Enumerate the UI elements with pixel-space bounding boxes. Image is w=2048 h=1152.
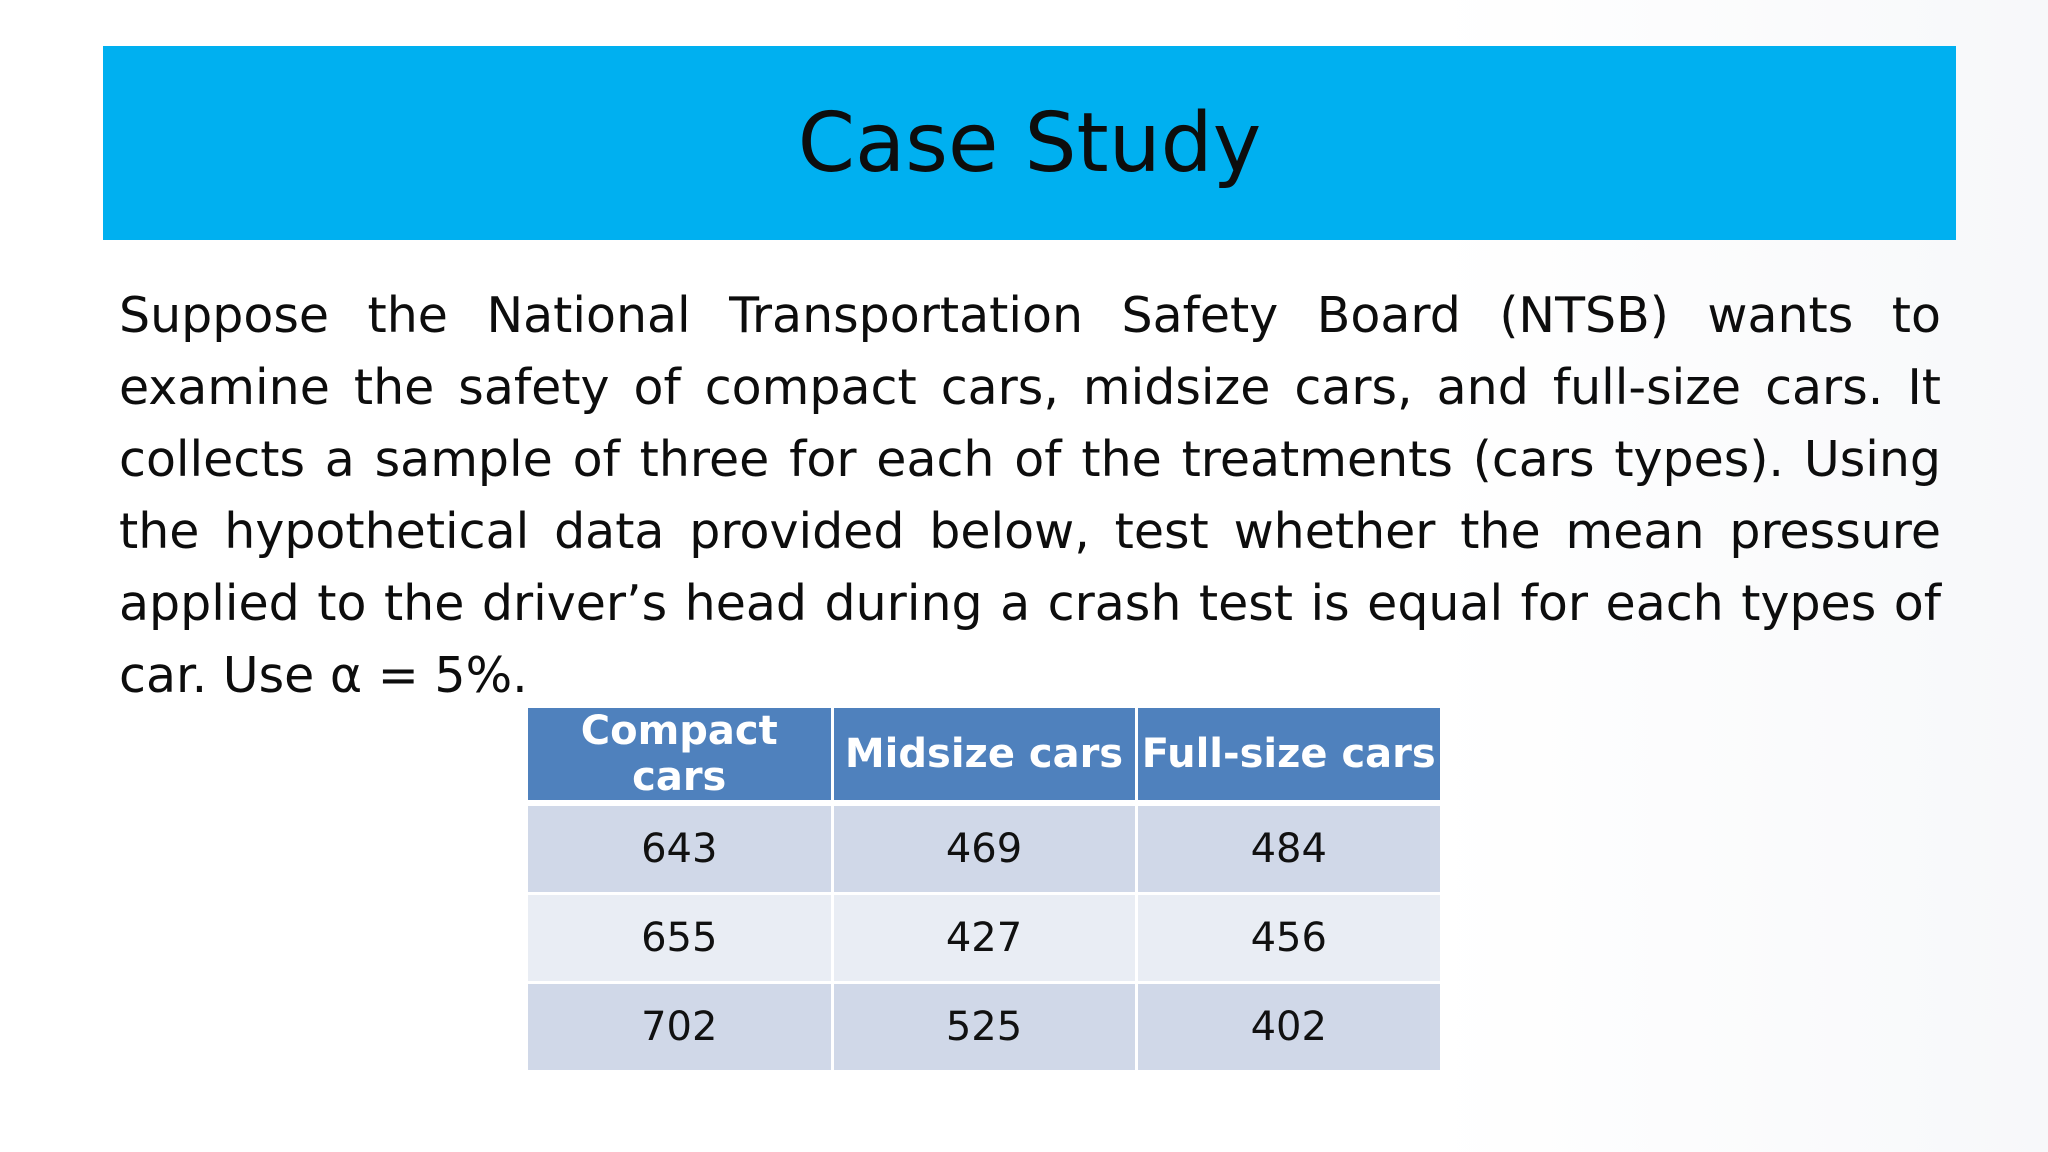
slide-title: Case Study <box>797 95 1262 191</box>
table-cell: 469 <box>832 803 1136 894</box>
table-body <box>528 803 1440 1072</box>
header-row <box>528 708 1440 803</box>
table-cell: 427 <box>832 894 1136 983</box>
header-full-size-cars: Full-size cars <box>1136 708 1440 803</box>
table-cell: 702 <box>528 983 832 1072</box>
table-cell: 655 <box>528 894 832 983</box>
table-cell: 456 <box>1136 894 1440 983</box>
title-bar <box>103 46 1956 240</box>
header-compact-cars: Compact cars <box>528 708 832 803</box>
table-cell: 643 <box>528 803 832 894</box>
table-row <box>528 983 1440 1072</box>
table-row <box>528 803 1440 894</box>
problem-statement: Suppose the National Transportation Safety Board (NTSB) wants to examine the safety of compact cars, midsize cars, and full-size cars. It collects a sample of three for each of the treatments (cars types). Using the hypothetical data provided below, test whether the mean pressure applied to the driver’s head during a crash test is equal for each types of car. Use α = 5%. <box>119 287 1941 704</box>
table-cell: 484 <box>1136 803 1440 894</box>
table-header <box>528 708 1440 803</box>
table-row <box>528 894 1440 983</box>
table-cell: 402 <box>1136 983 1440 1072</box>
data-table <box>528 708 1440 1073</box>
header-midsize-cars: Midsize cars <box>832 708 1136 803</box>
table-cell: 525 <box>832 983 1136 1072</box>
